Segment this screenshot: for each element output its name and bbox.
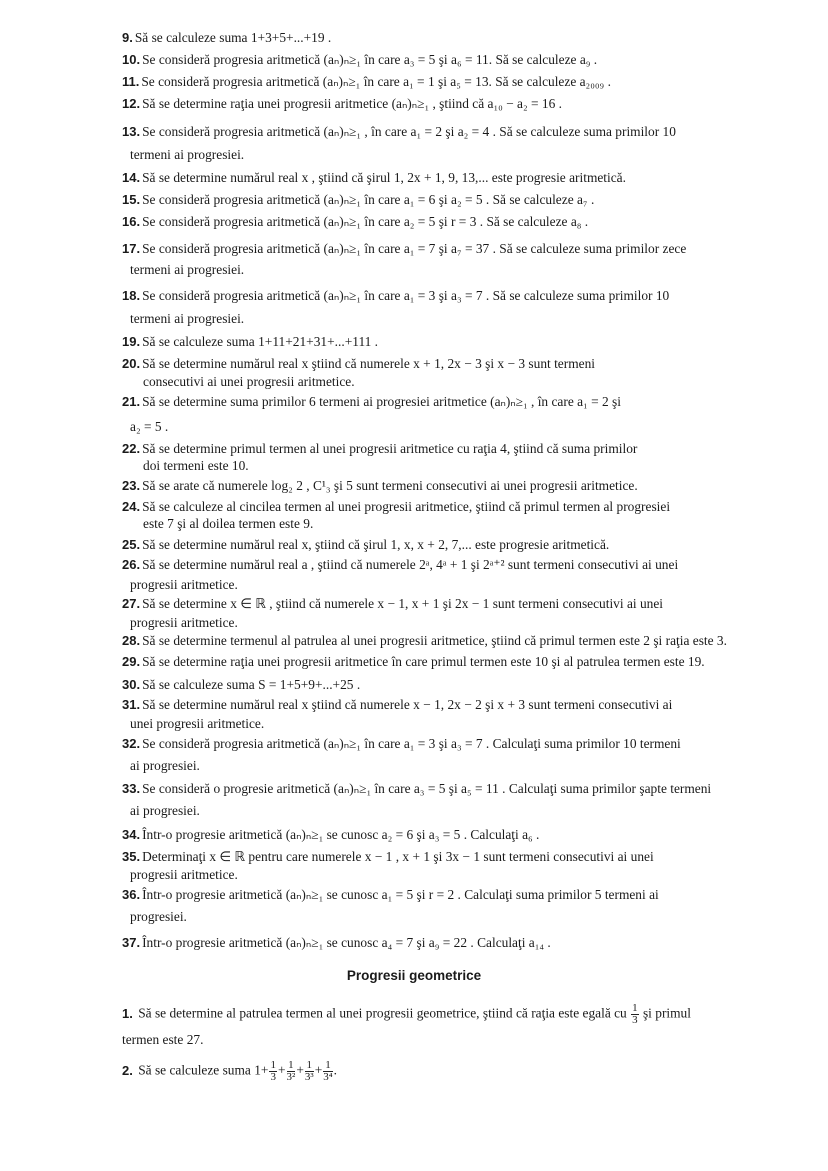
frac-denominator: 3 [632, 1014, 638, 1026]
exercise-item [122, 170, 626, 186]
exercise-item [122, 124, 676, 140]
item-text: Să se determine raţia unei progresii aritmetice în care primul termen este 10 şi al patrulea termen este 19. [142, 654, 705, 669]
item-text: Determinaţi x ∈ ℝ pentru care numerele x − 1 , x + 1 şi 3x − 1 sunt termeni consecutivi ai unei [142, 849, 654, 864]
item-number: 2. [122, 1062, 133, 1078]
item-text: Să se calculeze suma S = 1+5+9+...+25 . [142, 677, 361, 692]
item-text: Se consideră progresia aritmetică (aₙ)ₙ≥₁ în care a₁ = 3 şi a₃ = 7 . Calculaţi suma primilor 10 termeni [142, 736, 681, 751]
item-number: 37. [122, 935, 141, 950]
exercise-item [122, 499, 670, 515]
item-text: Se consideră progresia aritmetică (aₙ)ₙ≥₁ în care a₁ = 6 şi a₂ = 5 . Să se calculeze a₇ . [142, 192, 595, 207]
item-text: Să se determine numărul real x ştiind că numerele x + 1, 2x − 3 şi x − 3 sunt termeni [142, 356, 595, 371]
exercise-item [122, 697, 672, 713]
item-number: 31. [122, 697, 141, 712]
item-text: Să se determine suma primilor 6 termeni ai progresiei aritmetice (aₙ)ₙ≥₁ , în care a₁ = 2 şi [142, 394, 621, 409]
exercise-item [122, 214, 588, 230]
fraction [287, 1060, 296, 1083]
exercise-item [122, 96, 562, 112]
item-text: Se consideră progresia aritmetică (aₙ)ₙ≥₁ , în care a₁ = 2 şi a₂ = 4 . Să se calculeze suma primilor 10 [142, 124, 676, 139]
item-number: 13. [122, 124, 141, 139]
item-number: 11. [122, 74, 140, 89]
item-number: 34. [122, 827, 141, 842]
exercise-item [122, 30, 331, 46]
exercise-item [122, 241, 686, 257]
item-text: Să se determine numărul real a , ştiind că numerele 2ᵃ, 4ᵃ + 1 şi 2ᵃ⁺² sunt termeni consecutivi ai unei [142, 557, 679, 572]
item-number: 1. [122, 1005, 133, 1021]
item-text: Într-o progresie aritmetică (aₙ)ₙ≥₁ se cunosc a₁ = 5 şi r = 2 . Calculaţi suma primilor 5 termeni ai [142, 887, 659, 902]
frac-denominator: 3 [270, 1071, 276, 1083]
item-number: 36. [122, 887, 141, 902]
item-text: Să se determine al patrulea termen al unei progresii geometrice, ştiind că raţia este egală cu [138, 1005, 627, 1021]
item-number: 17. [122, 241, 141, 256]
item-text: Să se determine termenul al patrulea al unei progresii aritmetice, ştiind că primul termen este 2 şi raţia este 3. [142, 633, 727, 648]
exercise-item-continuation: este 7 şi al doilea termen este 9. [143, 516, 314, 531]
item-number: 28. [122, 633, 141, 648]
item-number: 19. [122, 334, 141, 349]
exercise-item-continuation: termeni ai progresiei. [130, 147, 245, 162]
fraction [631, 1003, 639, 1026]
item-text: şi primul [642, 1005, 691, 1021]
item-text: Să se determine numărul real x ştiind că numerele x − 1, 2x − 2 şi x + 3 sunt termeni consecutivi ai [142, 697, 673, 712]
exercise-item [122, 557, 678, 573]
exercise-item [122, 736, 681, 752]
exercise-item [122, 334, 378, 350]
fraction [269, 1060, 277, 1083]
exercise-item [122, 441, 637, 457]
exercise-item-continuation: progresii aritmetice. [130, 615, 238, 630]
item-number: 25. [122, 537, 141, 552]
item-number: 10. [122, 52, 141, 67]
item-number: 32. [122, 736, 141, 751]
exercise-item [122, 74, 611, 90]
exercise-item [122, 596, 663, 612]
item-number: 27. [122, 596, 141, 611]
item-number: 18. [122, 288, 141, 303]
exercise-item [122, 394, 621, 410]
exercise-item [122, 192, 594, 208]
exercise-item [122, 478, 638, 494]
item-text: Să se determine numărul real x , ştiind că şirul 1, 2x + 1, 9, 13,... este progresie aritmetică. [142, 170, 626, 185]
exercise-item-continuation: progresiei. [130, 909, 187, 924]
exercise-item [122, 781, 711, 797]
exercise-item-continuation: doi termeni este 10. [143, 458, 249, 473]
item-text: Se consideră progresia aritmetică (aₙ)ₙ≥₁ în care a₁ = 3 şi a₃ = 7 . Să se calculeze suma primilor 10 [142, 288, 670, 303]
exercise-item [122, 849, 654, 865]
exercise-item-continuation: progresii aritmetice. [130, 867, 238, 882]
item-number: 29. [122, 654, 141, 669]
fraction [305, 1060, 314, 1083]
geometric-item-1 [122, 1003, 691, 1026]
item-number: 30. [122, 677, 141, 692]
item-text: Să se determine primul termen al unei progresii aritmetice cu raţia 4, ştiind că suma primilor [142, 441, 638, 456]
item-number: 16. [122, 214, 141, 229]
item-number: 9. [122, 30, 133, 45]
item-text: Să se arate că numerele log₂ 2 , C¹₃ şi 5 sunt termeni consecutivi ai unei progresii aritmetice. [142, 478, 638, 493]
exercise-item [122, 537, 609, 553]
item-text: Să se calculeze suma 1+3+5+...+19 . [134, 30, 332, 45]
item-text: Să se determine x ∈ ℝ , ştiind că numerele x − 1, x + 1 şi 2x − 1 sunt termeni consecutivi ai unei [142, 596, 664, 611]
exercise-item [122, 288, 669, 304]
item-number: 35. [122, 849, 141, 864]
item-number: 20. [122, 356, 141, 371]
exercise-item-continuation: ai progresiei. [130, 803, 200, 818]
item-text: Într-o progresie aritmetică (aₙ)ₙ≥₁ se cunosc a₂ = 6 şi a₃ = 5 . Calculaţi a₆ . [142, 827, 540, 842]
exercise-item-continuation: unei progresii aritmetice. [130, 716, 265, 731]
frac-numerator: 1 [270, 1059, 276, 1071]
exercise-item-continuation: consecutivi ai unei progresii aritmetice. [143, 374, 355, 389]
exercise-item [122, 654, 705, 670]
exercise-item [122, 935, 551, 951]
geometric-item-1-cont: termen este 27. [122, 1032, 204, 1047]
item-number: 15. [122, 192, 141, 207]
frac-numerator: 1 [632, 1002, 638, 1014]
item-text: Se consideră progresia aritmetică (aₙ)ₙ≥₁ în care a₃ = 5 şi a₆ = 11. Să se calculeze a₉ . [142, 52, 598, 67]
frac-denominator: 3⁴ [323, 1071, 333, 1083]
item-text: Să se calculeze suma 1+ [138, 1062, 269, 1078]
geometric-item-2: 2. Să se calculeze suma 1+ $\frac{1}{3}$ + $\frac{1}{\text{3²}}$ + $\frac{1}{\text{3³}}$ + $\frac{1}{\text{3⁴}}$ . [122, 1059, 337, 1083]
exercise-item [122, 356, 595, 372]
frac-numerator: 1 [325, 1059, 331, 1071]
item-number: 26. [122, 557, 141, 572]
item-number: 33. [122, 781, 141, 796]
item-number: 14. [122, 170, 141, 185]
frac-denominator: 3² [286, 1071, 296, 1083]
exercise-item-continuation: termeni ai progresiei. [130, 262, 245, 277]
exercise-item-continuation: ai progresiei. [130, 758, 200, 773]
item-text: Se consideră progresia aritmetică (aₙ)ₙ≥₁ în care a₁ = 1 şi a₅ = 13. Să se calculeze a₂₀₀₉ . [141, 74, 611, 89]
item-text: Într-o progresie aritmetică (aₙ)ₙ≥₁ se cunosc a₄ = 7 şi a₉ = 22 . Calculaţi a₁₄ . [142, 935, 551, 950]
exercise-item-continuation: termeni ai progresiei. [130, 311, 245, 326]
exercise-item [122, 827, 539, 843]
fraction [323, 1060, 332, 1083]
item-number: 21. [122, 394, 141, 409]
item-number: 24. [122, 499, 141, 514]
exercise-item [122, 52, 597, 68]
exercise-item-continuation: progresii aritmetice. [130, 577, 238, 592]
exercise-item [122, 887, 659, 903]
item-text: Să se determine raţia unei progresii aritmetice (aₙ)ₙ≥₁ , ştiind că a₁₀ − a₂ = 16 . [142, 96, 562, 111]
exercise-item [122, 677, 360, 693]
frac-numerator: 1 [306, 1059, 313, 1071]
item-text: Se consideră o progresie aritmetică (aₙ)ₙ≥₁ în care a₃ = 5 şi a₅ = 11 . Calculaţi suma primilor şapte termeni [142, 781, 712, 796]
item-text: Se consideră progresia aritmetică (aₙ)ₙ≥₁ în care a₂ = 5 şi r = 3 . Să se calculeze a₈ . [142, 214, 589, 229]
item-text: Să se calculeze al cincilea termen al unei progresii aritmetice, ştiind că primul termen al progresiei [142, 499, 671, 514]
exercise-item-continuation: a₂ = 5 . [130, 419, 169, 434]
item-number: 22. [122, 441, 141, 456]
item-text: . [333, 1062, 337, 1078]
frac-numerator: 1 [288, 1059, 294, 1071]
item-text: Se consideră progresia aritmetică (aₙ)ₙ≥₁ în care a₁ = 7 şi a₇ = 37 . Să se calculeze suma primilor zece [142, 241, 687, 256]
item-number: 12. [122, 96, 141, 111]
section-title-geometric: Progresii geometrice [346, 968, 482, 983]
item-number: 23. [122, 478, 141, 493]
item-text: Să se calculeze suma 1+11+21+31+...+111 . [142, 334, 379, 349]
frac-denominator: 3³ [304, 1071, 314, 1083]
exercise-item [122, 633, 727, 649]
item-text: Să se determine numărul real x, ştiind că şirul 1, x, x + 2, 7,... este progresie aritmetică. [142, 537, 610, 552]
